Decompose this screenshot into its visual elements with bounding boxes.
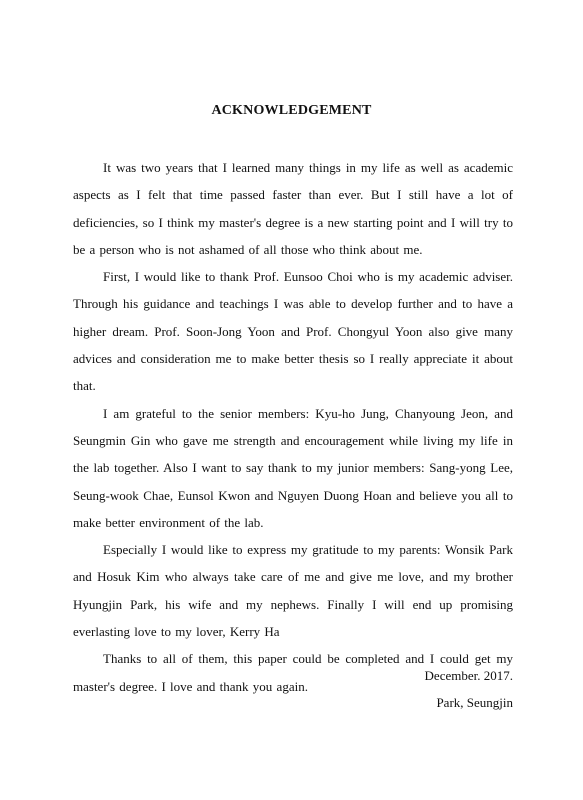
paragraph-2: First, I would like to thank Prof. Eunsoo Choi who is my academic adviser. Through his guidance and teachings I was able to develop further and to have a higher dream. Prof. Soon-Jong Yoon and Prof. Chongyul Yoon also give many advices and consideration me to make better thesis so I really appreciate it about that. — [73, 269, 513, 394]
paragraph-5: Thanks to all of them, this paper could be completed and I could get my master's degree. I love and thank you again. — [73, 651, 513, 694]
signature-author: Park, Seungjin — [436, 695, 513, 710]
page-title: ACKNOWLEDGEMENT — [211, 103, 372, 118]
paragraph-3: I am grateful to the senior members: Kyu-ho Jung, Chanyoung Jeon, and Seungmin Gin who gave me strength and encouragement while living my life in the lab together. Also I want to say thank to my junior members: Sang-yong Lee, Seung-wook Chae, Eunsol Kwon and Nguyen Duong Hoan and believe you all to make better environment of the lab. — [73, 405, 513, 530]
acknowledgement-body — [73, 154, 513, 700]
paragraph-4: Especially I would like to express my gratitude to my parents: Wonsik Park and Hosuk Kim who always take care of me and give me love, and my brother Hyungjin Park, his wife and my nephews. Finally I will end up promising everlasting love to my lover, Kerry Ha — [73, 542, 513, 640]
paragraph-1: It was two years that I learned many things in my life as well as academic aspects as I felt that time passed faster than ever. But I still have a lot of deficiencies, so I think my master's degree is a new starting point and I will try to be a person who is not ashamed of all those who think about me. — [73, 160, 513, 257]
signature-date: December. 2017. — [424, 668, 513, 683]
